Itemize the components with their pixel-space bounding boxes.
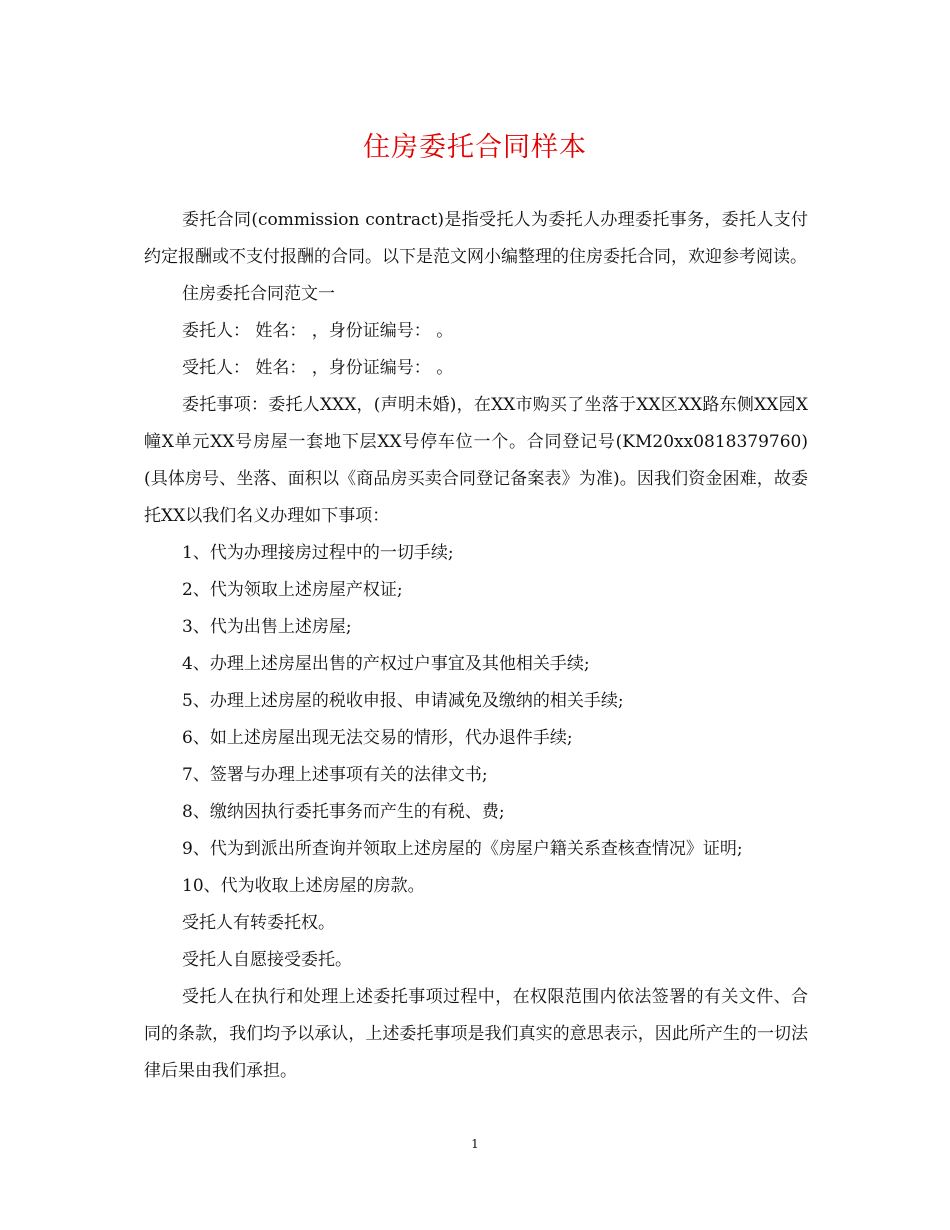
agent-line: 受托人： 姓名： ，身份证编号： 。 (182, 358, 454, 378)
list-item: 7、签署与办理上述事项有关的法律文书; (182, 765, 488, 785)
page-number: 1 (471, 1137, 479, 1151)
list-item: 6、如上述房屋出现无法交易的情形，代办退件手续; (182, 728, 573, 748)
principal-line: 委托人： 姓名： ，身份证编号： 。 (182, 321, 454, 341)
document-body (144, 202, 808, 1090)
list-item: 8、缴纳因执行委托事务而产生的有税、费; (182, 802, 505, 822)
list-item: 1、代为办理接房过程中的一切手续; (182, 543, 454, 563)
acceptance-line: 受托人自愿接受委托。 (182, 950, 352, 970)
list-item: 3、代为出售上述房屋; (182, 617, 352, 637)
list-item: 5、办理上述房屋的税收申报、申请减免及缴纳的相关手续; (182, 691, 624, 711)
list-item: 9、代为到派出所查询并领取上述房屋的《房屋户籍关系查核查情况》证明; (182, 839, 743, 859)
list-item: 4、办理上述房屋出售的产权过户事宜及其他相关手续; (182, 654, 590, 674)
document-title: 住房委托合同样本 (363, 132, 587, 163)
liability-paragraph: 受托人在执行和处理上述委托事项过程中，在权限范围内依法签署的有关文件、合同的条款，我们均予以承认，上述委托事项是我们真实的意思表示，因此所产生的一切法律后果由我们承担。 (144, 987, 808, 1081)
list-item: 2、代为领取上述房屋产权证; (182, 580, 403, 600)
list-item: 10、代为收取上述房屋的房款。 (182, 876, 425, 896)
sub-delegation-line: 受托人有转委托权。 (182, 913, 335, 933)
intro-paragraph: 委托合同(commission contract)是指受托人为委托人办理委托事务，委托人支付约定报酬或不支付报酬的合同。以下是范文网小编整理的住房委托合同，欢迎参考阅读。 (144, 210, 808, 267)
section-heading: 住房委托合同范文一 (182, 284, 335, 304)
entrusted-matters-paragraph: 委托事项：委托人XXX，(声明未婚)，在XX市购买了坐落于XX区XX路东侧XX园X幢X单元XX号房屋一套地下层XX号停车位一个。合同登记号(KM20xx0818379760)(具体房号、坐落、面积以《商品房买卖合同登记备案表》为准)。因我们资金困难，故委托XX以我们名义办理如下事项： (144, 395, 808, 526)
